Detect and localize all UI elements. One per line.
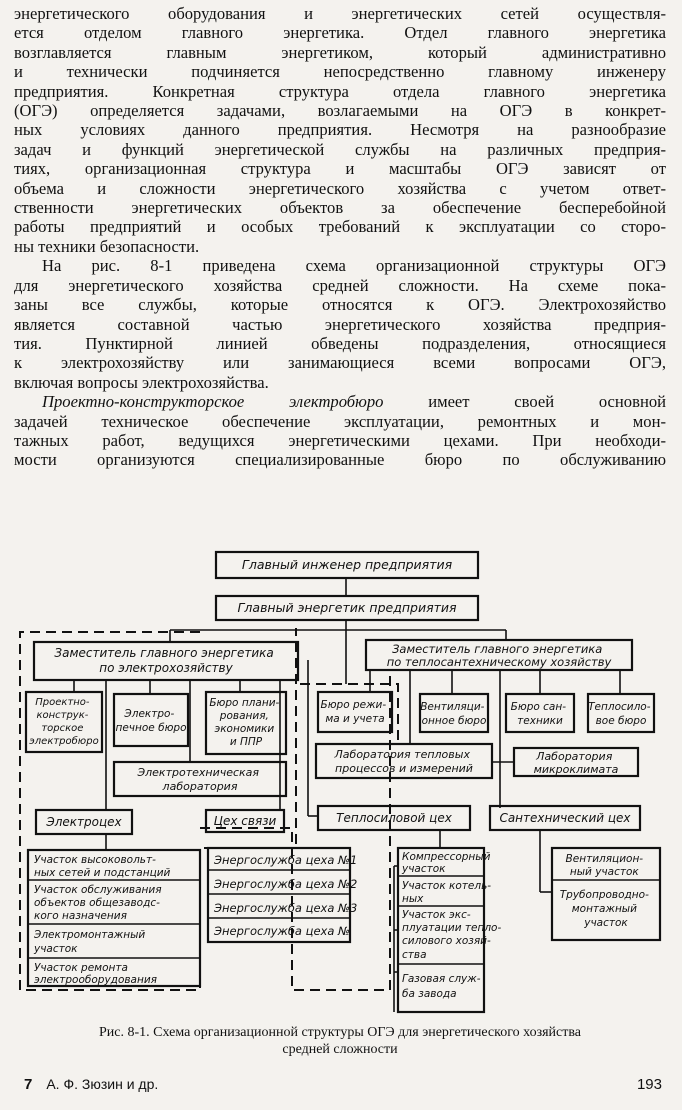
label-line: лаборатория xyxy=(162,780,238,793)
label-line: Газовая служ- xyxy=(402,973,481,985)
text-line: ны техники безопасности. xyxy=(14,236,200,256)
label-line: Электромонтажный xyxy=(34,929,146,941)
label-line: по электрохозяйству xyxy=(99,661,233,675)
label-line: ных сетей и подстанций xyxy=(34,867,171,879)
text-line: тиях, организационная структура и масштабы ОГЭ зависят от xyxy=(14,159,666,179)
label-line: Энергослужба цеха №3 xyxy=(214,901,358,915)
box-electric-furnace-bureau xyxy=(114,694,188,746)
label-deputy-heat xyxy=(387,642,612,669)
label-shop-services xyxy=(213,853,361,938)
label-line: монтажный xyxy=(571,903,637,915)
label-line: участок xyxy=(584,917,628,929)
label-electric-shop: Электроцех xyxy=(46,815,122,829)
label-line: экономики xyxy=(214,723,275,735)
text-line: ственности энергетических объектов за обеспечение бесперебойной xyxy=(14,198,666,218)
label-line: Бюро режи- xyxy=(320,699,387,711)
label-line: Проектно- xyxy=(35,697,90,708)
label-line: электрооборудования xyxy=(34,974,157,986)
label-design-bureau xyxy=(29,697,98,747)
text-line: включая вопросы электрохозяйства. xyxy=(14,372,269,392)
text-line: задач и функций энергетической службы на различных предприя- xyxy=(14,139,666,159)
label-line: и ППР xyxy=(229,736,263,748)
label-line: ма и учета xyxy=(325,713,385,725)
label-heat-shop: Теплосиловой цех xyxy=(336,811,452,825)
label-line: Электро- xyxy=(124,708,175,720)
label-electric-sections xyxy=(33,854,174,986)
label-line: Бюро плани- xyxy=(209,697,280,709)
label-sanitary-bureau xyxy=(511,701,570,727)
text-line: тажных работ, ведущихся энергетическими цехами. При необходи- xyxy=(14,430,666,450)
page-number: 193 xyxy=(636,1076,662,1093)
label-line: торское xyxy=(41,723,84,734)
text-line: ных условиях данного предприятия. Несмотря на разнообразие xyxy=(14,120,666,140)
label-line: кого назначения xyxy=(34,910,127,922)
label-line: Энергослужба цеха № xyxy=(214,924,351,938)
label-line: Энергослужба цеха №2 xyxy=(214,877,358,891)
label-line: Участок котель- xyxy=(402,880,492,892)
label-line: ба завода xyxy=(402,988,457,1000)
text-line: предприятия. Конкретная структура отдела главного энергетика xyxy=(14,81,666,101)
text-line: На рис. 8-1 приведена схема организационной структуры ОГЭ xyxy=(42,256,666,276)
label-line: техники xyxy=(517,715,563,727)
text-line: для энергетического хозяйства средней сложности. На схеме пока- xyxy=(14,275,666,295)
text-line: энергетического оборудования и энергетических сетей осуществля- xyxy=(14,4,666,23)
footer-authors: А. Ф. Зюзин и др. xyxy=(46,1076,159,1092)
text-line: ется отделом главного энергетика. Отдел главного энергетика xyxy=(14,23,666,43)
label-line: объектов общезаводс- xyxy=(34,897,160,909)
signature-number: 7 xyxy=(24,1076,33,1093)
label-line: Участок экс- xyxy=(402,909,471,921)
text-line: работы предприятий и особых требований к эксплуатации со сторо- xyxy=(14,217,666,237)
label-line: ных xyxy=(402,893,424,905)
label-planning-bureau xyxy=(209,697,282,748)
text-line: тия. Пунктирной линией обведены подразделения, относящиеся xyxy=(14,333,666,353)
label-heat-power-bureau xyxy=(588,701,654,727)
text-line: является составной частью энергетического хозяйства предприя- xyxy=(14,314,666,334)
footer-signature xyxy=(24,1076,158,1093)
label-sanitary-shop: Сантехнический цех xyxy=(499,811,631,825)
label-line: микроклимата xyxy=(533,763,619,776)
label-line: Заместитель главного энергетика xyxy=(392,642,603,656)
label-line: Трубопроводно- xyxy=(559,889,649,901)
label-line: Бюро сан- xyxy=(510,701,566,713)
label-line: ства xyxy=(402,949,427,961)
label-line: ный участок xyxy=(569,866,639,878)
label-line: Лаборатория xyxy=(536,750,613,763)
label-line: Участок ремонта xyxy=(34,962,128,974)
label-deputy-electric xyxy=(54,646,277,675)
label-line: онное бюро xyxy=(421,715,487,727)
text-line: и технически подчиняется непосредственно главному инженеру xyxy=(14,62,666,82)
label-line: Лаборатория тепловых xyxy=(334,748,470,761)
text-line: задачей техническое обеспечение эксплуатации, ремонтных и мон- xyxy=(14,411,666,431)
label-comm-shop: Цех связи xyxy=(213,814,277,828)
label-electrotech-lab xyxy=(136,766,262,793)
label-line: участок xyxy=(402,863,446,875)
box-mode-bureau xyxy=(318,692,392,732)
emphasis-term: Проектно-конструкторское электробюро xyxy=(42,392,384,412)
label-line: Энергослужба цеха №1 xyxy=(214,853,358,867)
label-line: рования, xyxy=(219,710,269,722)
text-span: имеет своей основной xyxy=(383,392,666,412)
label-line: Вентиляцион- xyxy=(565,853,644,865)
text-line: (ОГЭ) определяется задачами, возлагаемыми на ОГЭ в конкрет- xyxy=(14,101,666,121)
label-line: по теплосантехническому хозяйству xyxy=(386,655,612,669)
label-chief-power-engineer: Главный энергетик предприятия xyxy=(237,600,457,615)
label-line: силового хозяй- xyxy=(402,935,491,947)
label-line: Теплосило- xyxy=(588,701,651,713)
label-line: Участок высоковольт- xyxy=(34,854,156,866)
text-line: к электрохозяйству или занимающиеся всеми вопросами ОГЭ, xyxy=(14,353,666,373)
label-line: Электротехническая xyxy=(137,766,260,779)
label-line: Вентиляци- xyxy=(420,701,485,713)
figure-caption xyxy=(14,1024,666,1058)
label-line: электробюро xyxy=(29,736,99,747)
label-heat-sections xyxy=(401,851,505,1000)
label-line: вое бюро xyxy=(595,715,647,727)
label-line: плуатации тепло- xyxy=(402,922,502,934)
text-line: возглавляется главным энергетиком, который административно xyxy=(14,42,666,62)
label-mode-bureau xyxy=(320,699,389,725)
label-line: конструк- xyxy=(36,710,89,721)
label-chief-engineer: Главный инженер предприятия xyxy=(241,557,453,572)
label-sanitary-sections xyxy=(560,853,652,929)
caption-line: средней сложности xyxy=(282,1042,398,1057)
caption-line: Рис. 8-1. Схема организационной структуры ОГЭ для энергетического хозяйства xyxy=(98,1025,582,1040)
label-microclimate-lab xyxy=(534,750,619,776)
label-electric-furnace-bureau xyxy=(115,708,186,734)
label-heat-lab xyxy=(334,748,474,775)
label-line: печное бюро xyxy=(115,722,187,734)
label-line: Участок обслуживания xyxy=(34,884,162,896)
label-line: Заместитель главного энергетика xyxy=(54,646,274,660)
text-line: объема и сложности энергетического хозяйства с учетом ответ- xyxy=(14,178,666,198)
label-line: участок xyxy=(34,943,78,955)
label-ventilation-bureau xyxy=(420,701,488,727)
text-line: заны все службы, которые относятся к ОГЭ. Электрохозяйство xyxy=(14,295,666,315)
text-line: мости организуются специализированные бюро по обслуживанию xyxy=(14,450,666,470)
label-line: Компрессорный xyxy=(402,851,491,863)
label-line: процессов и измерений xyxy=(335,762,473,775)
